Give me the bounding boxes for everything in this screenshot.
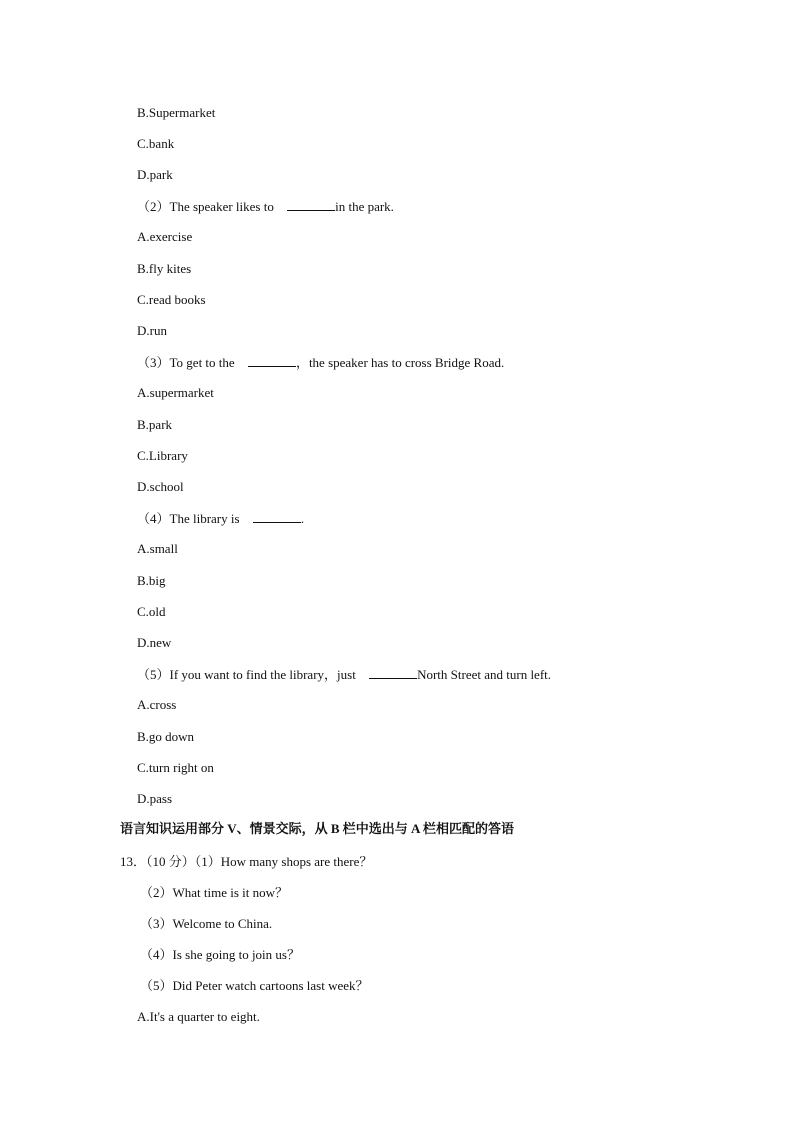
section-heading: 语言知识运用部分 V、情景交际，从 B 栏中选出与 A 栏相匹配的答语 (120, 821, 514, 836)
question-3-number: （3） (137, 355, 170, 370)
answer-blank (287, 198, 335, 211)
option-q4-a: A.small (137, 541, 178, 556)
option-q3-c: C.Library (137, 448, 188, 463)
question-2-number: （2） (137, 199, 170, 214)
option-q5-b: B.go down (137, 729, 195, 744)
question-3 (137, 354, 504, 371)
question-4-stem-after: . (300, 511, 305, 526)
question-4 (137, 510, 304, 527)
question-2-stem-before: The speaker likes to (169, 199, 274, 214)
option-q4-b: B.big (137, 573, 166, 588)
option-q3-a: A.supermarket (137, 385, 214, 400)
option-q5-c: C.turn right on (137, 760, 214, 775)
question-2-stem-after: in the park. (335, 199, 394, 214)
option-q5-d: D.pass (137, 791, 173, 806)
question-2 (137, 198, 394, 215)
option-q2-d: D.run (137, 323, 167, 338)
question-5-stem-before: If you want to find the library，just (169, 667, 356, 682)
question-13-item-4: （4）Is she going to join us？ (140, 947, 300, 962)
option-q2-b: B.fly kites (137, 261, 192, 276)
option-q5-a: A.cross (137, 697, 177, 712)
answer-blank (369, 666, 417, 679)
question-13-item-2: （2）What time is it now？ (140, 885, 289, 900)
option-q3-b: B.park (137, 417, 173, 432)
option-q2-a: A.exercise (137, 229, 193, 244)
question-3-stem-before: To get to the (169, 355, 235, 370)
question-13-item-3: （3）Welcome to China. (140, 916, 273, 931)
option-q1-b: B.Supermarket (137, 105, 216, 120)
option-q3-d: D.school (137, 479, 184, 494)
answer-blank (248, 354, 296, 367)
question-5-stem-after: North Street and turn left. (417, 667, 552, 682)
option-q4-d: D.new (137, 635, 172, 650)
answer-option-a: A.It's a quarter to eight. (137, 1009, 260, 1024)
question-13-first-line: 13．（10 分）（1）How many shops are there？ (120, 854, 373, 869)
answer-blank (253, 510, 301, 523)
option-q2-c: C.read books (137, 292, 206, 307)
question-4-number: （4） (137, 511, 170, 526)
question-5-number: （5） (137, 667, 170, 682)
question-3-stem-after: ，the speaker has to cross Bridge Road. (295, 355, 505, 370)
question-5 (137, 666, 551, 683)
question-13-item-5: （5）Did Peter watch cartoons last week？ (140, 978, 369, 993)
option-q4-c: C.old (137, 604, 166, 619)
question-4-stem-before: The library is (169, 511, 240, 526)
option-q1-c: C.bank (137, 136, 175, 151)
option-q1-d: D.park (137, 167, 173, 182)
